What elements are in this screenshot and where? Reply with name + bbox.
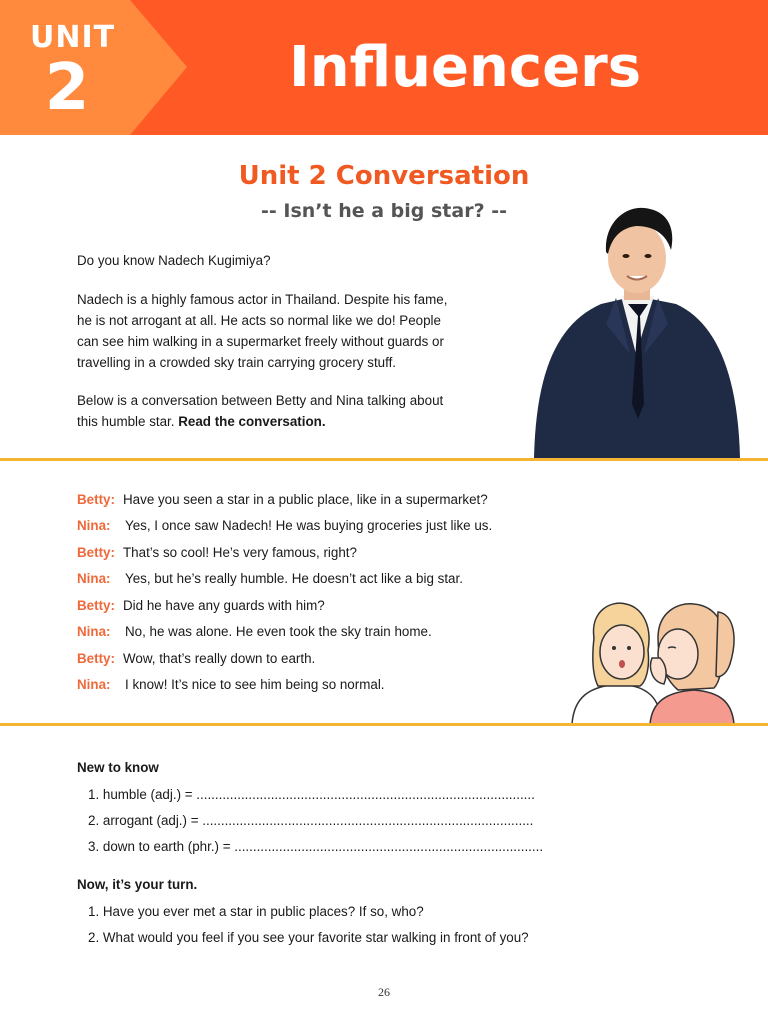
dialogue-line: [77, 518, 577, 533]
speaker-label: Betty:: [77, 651, 115, 666]
speaker-label: Nina:: [77, 518, 111, 533]
actor-portrait-image: [526, 204, 746, 458]
vocab-item: 2. arrogant (adj.) = .........................................................................................: [88, 813, 534, 828]
dialogue-text: Did he have any guards with him?: [123, 598, 325, 613]
speaker-label: Nina:: [77, 571, 111, 586]
section-divider: [0, 458, 768, 461]
question-item: 2. What would you feel if you see your favorite star walking in front of you?: [88, 930, 529, 945]
intro-below-line-1: Below is a conversation between Betty and Nina talking about: [77, 393, 444, 408]
dialogue-text: That’s so cool! He’s very famous, right?: [123, 545, 357, 560]
dialogue-text: Wow, that’s really down to earth.: [123, 651, 316, 666]
intro-below: [77, 390, 517, 432]
speaker-label: Betty:: [77, 545, 115, 560]
read-instruction: Read the conversation.: [178, 414, 326, 429]
whispering-girls-illustration: [568, 598, 738, 724]
dialogue-line: [77, 624, 577, 639]
intro-below-plain: this humble star.: [77, 414, 179, 429]
intro-paragraph: [77, 289, 517, 373]
vocab-item: 1. humble (adj.) = ...........................................................................................: [88, 787, 535, 802]
intro-below-line-2: [77, 411, 517, 432]
intro-question: Do you know Nadech Kugimiya?: [77, 253, 271, 268]
dialogue-text: Yes, but he’s really humble. He doesn’t act like a big star.: [125, 571, 463, 586]
unit-label: UNIT: [30, 20, 116, 55]
unit-number: 2: [44, 51, 90, 125]
dialogue-text: I know! It’s nice to see him being so normal.: [125, 677, 385, 692]
vocab-item: 3. down to earth (phr.) = ...................................................................................: [88, 839, 544, 854]
speaker-label: Betty:: [77, 492, 115, 507]
speaker-label: Nina:: [77, 624, 111, 639]
intro-line: travelling in a crowded sky train carrying grocery stuff.: [77, 355, 397, 370]
conversation-title: Unit 2 Conversation: [238, 161, 530, 191]
intro-line: can see him walking in a supermarket freely without guards or: [77, 334, 444, 349]
speaker-label: Nina:: [77, 677, 111, 692]
new-to-know-heading: New to know: [77, 760, 159, 775]
unit-title: Influencers: [288, 35, 642, 100]
dialogue-text: Have you seen a star in a public place, like in a supermarket?: [123, 492, 488, 507]
dialogue-line: [77, 492, 577, 507]
speaker-label: Betty:: [77, 598, 115, 613]
dialogue-text: No, he was alone. He even took the sky train home.: [125, 624, 432, 639]
dialogue-line: [77, 545, 577, 560]
intro-line: he is not arrogant at all. He acts so normal like we do! People: [77, 313, 441, 328]
dialogue-line: [77, 677, 577, 692]
your-turn-heading: Now, it’s your turn.: [77, 877, 198, 892]
dialogue-line: [77, 598, 577, 613]
question-item: 1. Have you ever met a star in public places? If so, who?: [88, 904, 424, 919]
dialogue-line: [77, 651, 577, 666]
conversation-subtitle: -- Isn’t he a big star? --: [261, 200, 507, 222]
dialogue-text: Yes, I once saw Nadech! He was buying groceries just like us.: [125, 518, 493, 533]
page-number: 26: [378, 985, 390, 999]
dialogue-line: [77, 571, 577, 586]
intro-line: Nadech is a highly famous actor in Thailand. Despite his fame,: [77, 292, 448, 307]
section-divider: [0, 723, 768, 726]
